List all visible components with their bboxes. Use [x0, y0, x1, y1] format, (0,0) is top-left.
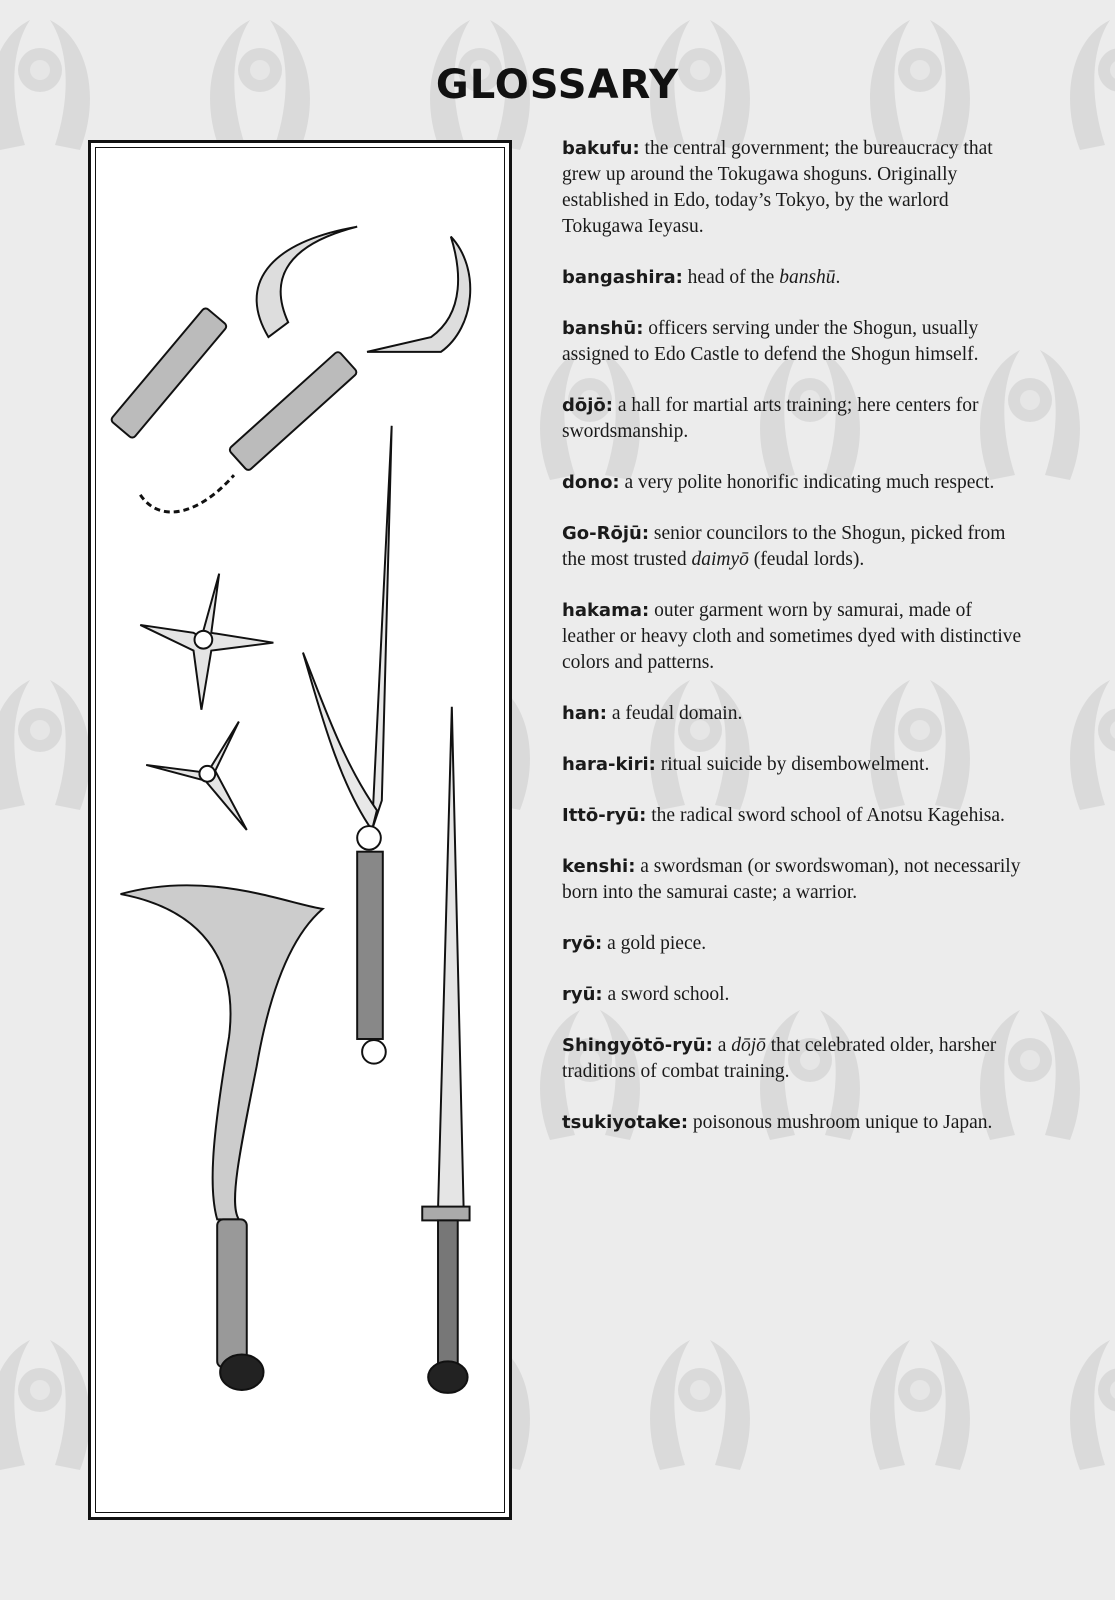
- glossary-entry-dono: [562, 470, 1027, 496]
- sword-icon: [422, 707, 469, 1393]
- glossary-term: ryō:: [562, 933, 603, 954]
- glossary-definition: a hall for martial arts training; here centers for swordsmanship.: [562, 395, 979, 442]
- glossary-entry-tsukiyotake: [562, 1110, 1027, 1136]
- glossary-term: hara-kiri:: [562, 754, 656, 775]
- glossary-entry-itto-ryu: [562, 803, 1027, 829]
- glossary-definition: a gold piece.: [607, 933, 707, 954]
- glossary-definition: head of the banshū.: [687, 267, 841, 288]
- glossary-entry-go-roju: [562, 521, 1027, 573]
- glossary-list: [562, 136, 1027, 1161]
- glossary-definition: the radical sword school of Anotsu Kagehisa.: [651, 805, 1005, 826]
- page-title: GLOSSARY: [435, 62, 680, 108]
- glossary-definition: senior councilors to the Shogun, picked from the most trusted daimyō (feudal lords).: [562, 523, 1006, 570]
- glossary-entry-hakama: [562, 598, 1027, 676]
- glossary-entry-ryu: [562, 982, 1027, 1008]
- glossary-definition: poisonous mushroom unique to Japan.: [692, 1112, 993, 1133]
- glossary-entry-hara-kiri: [562, 752, 1027, 778]
- glossary-entry-dojo: [562, 393, 1027, 445]
- glossary-term: bangashira:: [562, 267, 683, 288]
- glossary-entry-bangashira: [562, 265, 1027, 291]
- glossary-definition: the central government; the bureaucracy that grew up around the Tokugawa shoguns. Originally established in Edo, today’s Tokyo, by the warlord Tokugawa Ieyasu.: [562, 138, 993, 237]
- glossary-term: dōjō:: [562, 395, 613, 416]
- glossary-entry-kenshi: [562, 854, 1027, 906]
- glossary-term: Go-Rōjū:: [562, 523, 650, 544]
- glossary-definition: officers serving under the Shogun, usually assigned to Edo Castle to defend the Shogun himself.: [562, 318, 979, 365]
- glossary-term: kenshi:: [562, 856, 636, 877]
- glossary-term: han:: [562, 703, 607, 724]
- glossary-entry-han: [562, 701, 1027, 727]
- glossary-entry-ryo: [562, 931, 1027, 957]
- glossary-definition: ritual suicide by disembowelment.: [660, 754, 930, 775]
- glossary-term: banshū:: [562, 318, 644, 339]
- illustration-panel: [88, 140, 512, 1520]
- glossary-definition: a feudal domain.: [611, 703, 743, 724]
- glossary-term: Shingyōtō-ryū:: [562, 1035, 713, 1056]
- glossary-definition: a dōjō that celebrated older, harsher traditions of combat training.: [562, 1035, 997, 1082]
- sai-icon: [303, 426, 392, 1064]
- glossary-term: dono:: [562, 472, 620, 493]
- glossary-term: ryū:: [562, 984, 603, 1005]
- glossary-term: bakufu:: [562, 138, 640, 159]
- glossary-definition: a swordsman (or swordswoman), not necessarily born into the samurai caste; a warrior.: [562, 856, 1021, 903]
- glossary-term: tsukiyotake:: [562, 1112, 689, 1133]
- glossary-entry-bakufu: [562, 136, 1027, 240]
- glossary-entry-shingyoto-ryu: [562, 1033, 1027, 1085]
- kusarigama-icon: [110, 227, 470, 512]
- glossary-term: hakama:: [562, 600, 650, 621]
- shuriken-icon: [140, 574, 273, 830]
- glossary-term: Ittō-ryū:: [562, 805, 647, 826]
- weapons-illustration: [91, 143, 509, 1517]
- glossary-definition: a sword school.: [607, 984, 730, 1005]
- glossary-definition: outer garment worn by samurai, made of leather or heavy cloth and sometimes dyed with distinctive colors and patterns.: [562, 600, 1022, 673]
- glossary-definition: a very polite honorific indicating much respect.: [624, 472, 995, 493]
- glossary-entry-banshu: [562, 316, 1027, 368]
- kama-icon: [121, 885, 323, 1390]
